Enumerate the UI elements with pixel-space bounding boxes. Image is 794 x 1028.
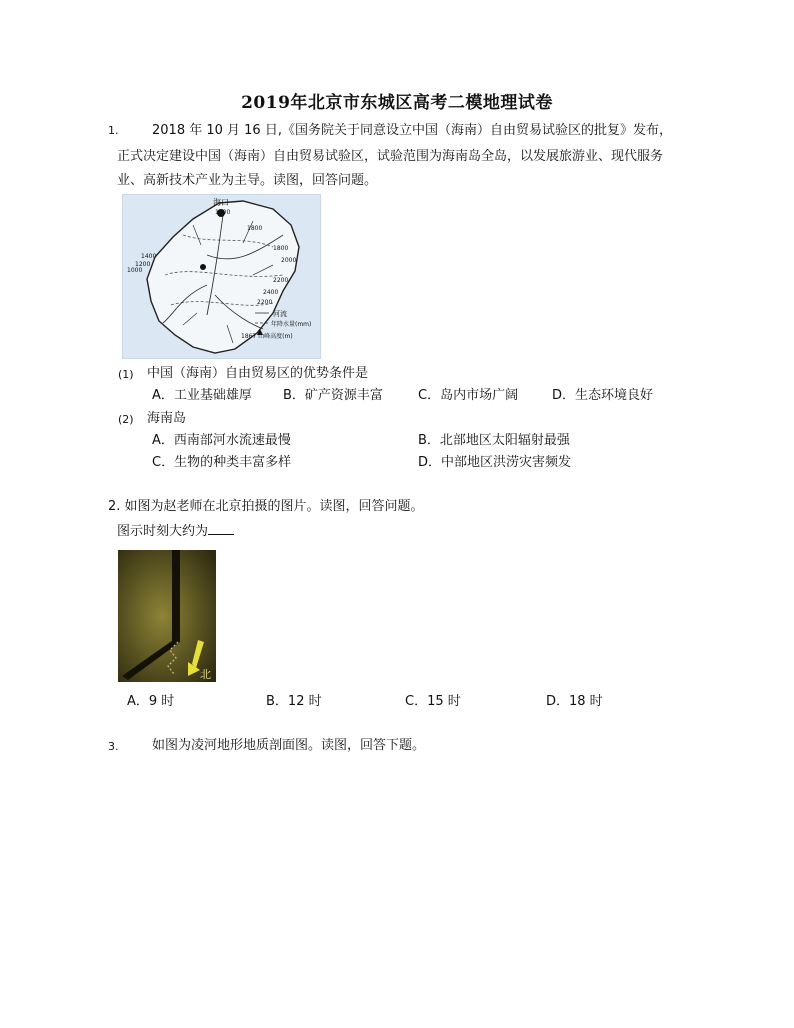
map-label-haikou: 海口 <box>213 198 229 207</box>
q1-sub2-option-a: A．西南部河水流速最慢 <box>152 433 291 448</box>
photo-label-north: 北 <box>200 668 211 681</box>
q1-sub2-number: (2) <box>118 413 134 426</box>
legend-rain: 年降水量(mm) <box>271 321 312 328</box>
q1-sub2-option-b: B．北部地区太阳辐射最强 <box>418 433 570 448</box>
shadow-photo-drawing <box>118 550 216 682</box>
q1-line1: 2018 年 10 月 16 日,《国务院关于同意设立中国（海南）自由贸易试验区的批复》发布， <box>152 123 672 138</box>
q3-stem: 如图为凌河地形地质剖面图。读图，回答下题。 <box>152 738 426 753</box>
contour-label: 1400 <box>141 253 157 260</box>
page-title: 2019年北京市东城区高考二模地理试卷 <box>241 93 553 113</box>
q1-sub2-stem: 海南岛 <box>147 411 187 426</box>
q1-sub1-option-a: A．工业基础雄厚 <box>152 388 252 403</box>
q2-option-b: B．12 时 <box>266 694 322 709</box>
legend-peak: 1867 山峰高度(m) <box>241 333 293 340</box>
q1-sub2-option-d: D．中部地区洪涝灾害频发 <box>418 455 572 470</box>
contour-label: 1000 <box>127 267 143 274</box>
contour-label: 1600 <box>215 209 231 216</box>
q1-line2: 正式决定建设中国（海南）自由贸易试验区，试验范围为海南岛全岛，以发展旅游业、现代服务 <box>117 149 664 164</box>
q1-number: 1. <box>108 124 119 137</box>
q2-stem: 2. 如图为赵老师在北京拍摄的图片。读图，回答问题。 <box>108 499 424 514</box>
q1-sub1-number: (1) <box>118 368 134 381</box>
contour-label: 2000 <box>281 257 297 264</box>
contour-label: 2200 <box>273 277 289 284</box>
q2-option-a: A．9 时 <box>127 694 175 709</box>
q2-option-c: C．15 时 <box>405 694 461 709</box>
q1-line3: 业、高新技术产业为主导。读图，回答问题。 <box>117 173 378 188</box>
q1-sub1-option-d: D．生态环境良好 <box>552 388 654 403</box>
contour-label: 1800 <box>273 245 289 252</box>
contour-label: 1200 <box>135 261 151 268</box>
legend-river: 河流 <box>273 310 287 318</box>
contour-label: 2400 <box>263 289 279 296</box>
contour-label: 2200 <box>257 299 273 306</box>
q2-option-d: D．18 时 <box>546 694 603 709</box>
q1-sub1-option-b: B．矿产资源丰富 <box>283 388 383 403</box>
hainan-map <box>122 194 321 359</box>
q1-sub2-option-c: C．生物的种类丰富多样 <box>152 455 292 470</box>
q1-sub1-option-c: C．岛内市场广阔 <box>418 388 519 403</box>
q2-sub: 图示时刻大约为 <box>117 520 234 543</box>
contour-label: 1800 <box>247 225 263 232</box>
answer-blank <box>208 520 234 535</box>
q1-sub1-stem: 中国（海南）自由贸易区的优势条件是 <box>147 366 369 381</box>
q3-number: 3. <box>108 740 119 753</box>
shadow-photo <box>118 550 216 682</box>
